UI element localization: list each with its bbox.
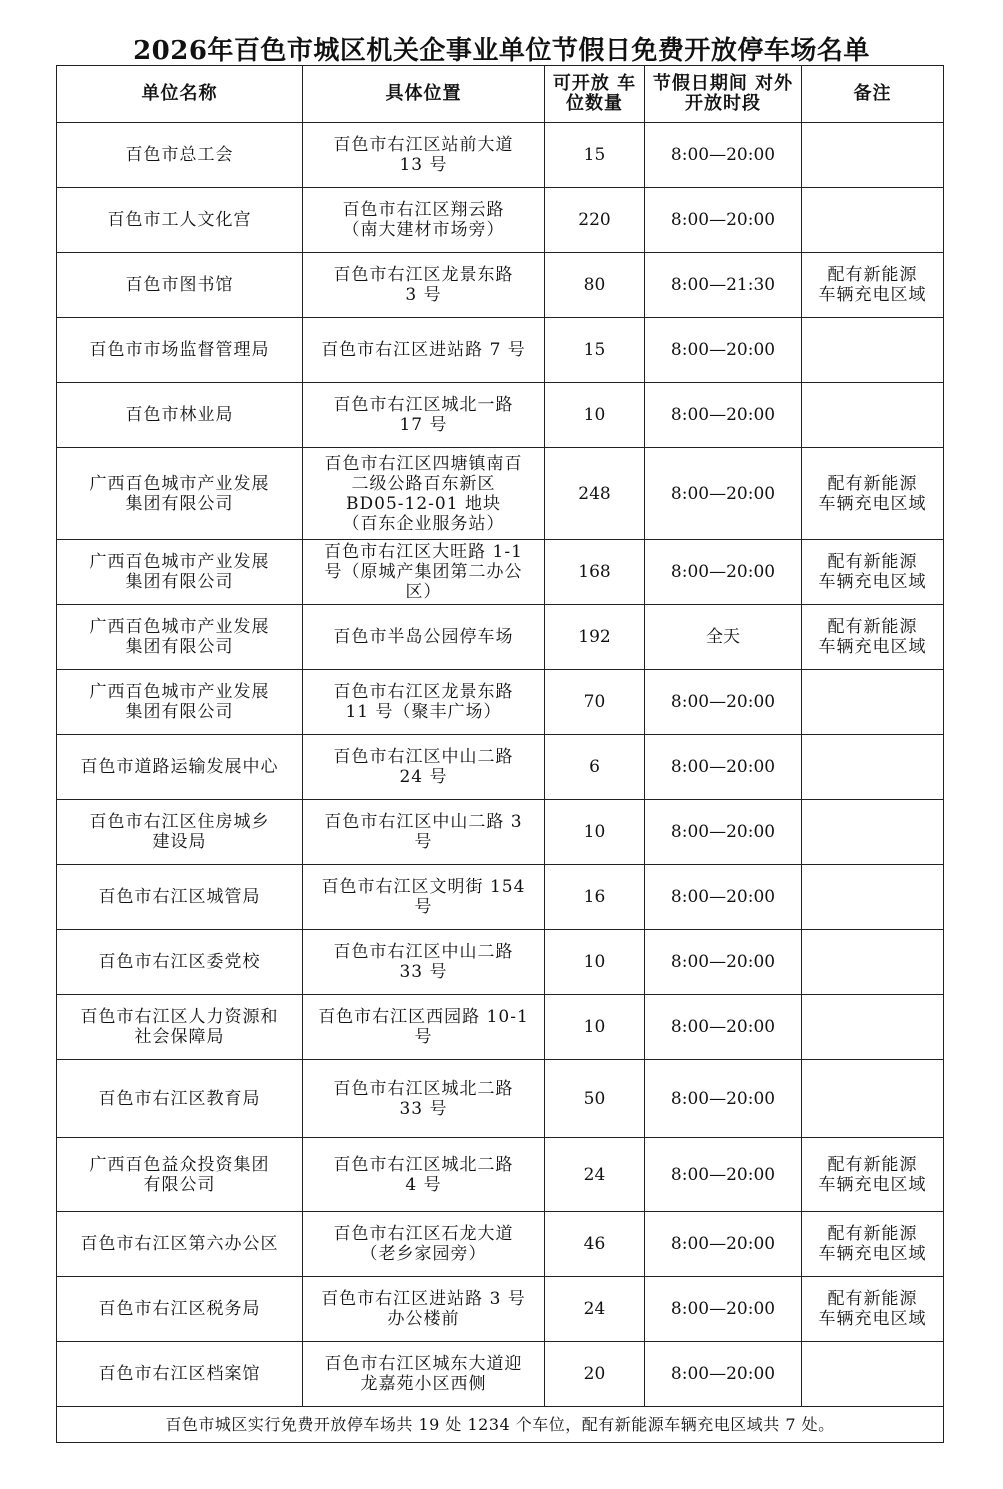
location-cell (303, 735, 545, 800)
table-row (57, 448, 944, 540)
spaces-cell: 80 (545, 253, 645, 318)
table-row (57, 930, 944, 995)
remark-cell-line: 车辆充电区域 (818, 285, 927, 305)
location-cell-line: 33 号 (399, 1098, 448, 1119)
location-cell (303, 605, 545, 670)
remark-cell-line: 配有新能源 (827, 473, 918, 494)
remark-cell-line: 车辆充电区域 (818, 572, 927, 592)
remark-cell (802, 800, 944, 865)
spaces-cell: 10 (545, 995, 645, 1060)
unit-name-cell (57, 188, 303, 253)
location-cell (303, 188, 545, 253)
table-row (57, 383, 944, 448)
remark-cell-line: 配有新能源 (827, 617, 918, 637)
unit-name-cell (57, 1060, 303, 1138)
location-cell-line: 龙嘉苑小区西侧 (360, 1374, 487, 1394)
document-title: 2026年百色市城区机关企事业单位节假日免费开放停车场名单 (133, 36, 870, 66)
location-cell-line: 百色市右江区城东大道迎 (324, 1354, 523, 1374)
spaces-cell: 16 (545, 865, 645, 930)
unit-name-cell (57, 605, 303, 670)
remark-cell-line: 车辆充电区域 (818, 493, 927, 514)
table-row (57, 188, 944, 253)
spaces-cell: 10 (545, 800, 645, 865)
unit-name-cell-line: 百色市总工会 (125, 145, 234, 165)
unit-name-cell-line: 百色市市场监督管理局 (89, 340, 270, 360)
unit-name-cell (57, 995, 303, 1060)
unit-name-cell-line: 百色市右江区住房城乡 (89, 812, 270, 832)
header-hours-line: 节假日期间 (652, 73, 748, 94)
spaces-cell: 248 (545, 448, 645, 540)
summary-note: 百色市城区实行免费开放停车场共 19 处 1234 个车位，配有新能源车辆充电区域共 7 处。 (57, 1407, 944, 1443)
unit-name-cell (57, 383, 303, 448)
remark-cell (802, 995, 944, 1060)
location-cell-line: （南大建材市场旁） (342, 220, 505, 240)
remark-cell-line: 车辆充电区域 (818, 1309, 927, 1329)
remark-cell-line: 车辆充电区域 (818, 1174, 927, 1195)
unit-name-cell-line: 建设局 (152, 832, 207, 852)
location-cell-line: （老乡家园旁） (360, 1244, 487, 1264)
header-location: 具体位置 (303, 66, 545, 123)
location-cell-line: 百色市右江区中山二路 3 (324, 812, 523, 832)
spaces-cell: 15 (545, 123, 645, 188)
unit-name-cell (57, 540, 303, 605)
location-cell (303, 540, 545, 605)
location-cell-line: 百色市右江区站前大道 (333, 135, 514, 155)
table-row (57, 800, 944, 865)
location-cell (303, 670, 545, 735)
hours-cell: 8:00—20:00 (645, 1060, 802, 1138)
remark-cell (802, 670, 944, 735)
header-spaces-line: 可开放 (552, 73, 610, 94)
location-cell-line: 百色市右江区翔云路 (342, 200, 505, 220)
unit-name-cell (57, 123, 303, 188)
location-cell-line: 百色市半岛公园停车场 (333, 627, 514, 647)
hours-cell: 8:00—20:00 (645, 448, 802, 540)
hours-cell: 8:00—21:30 (645, 253, 802, 318)
location-cell-line: 百色市右江区文明街 154 (321, 877, 526, 897)
remark-cell-line: 配有新能源 (827, 1224, 918, 1244)
location-cell-line: 二级公路百东新区 (351, 473, 496, 494)
spaces-cell: 46 (545, 1212, 645, 1277)
unit-name-cell (57, 865, 303, 930)
hours-cell: 8:00—20:00 (645, 800, 802, 865)
spaces-cell: 24 (545, 1138, 645, 1212)
table-row (57, 1138, 944, 1212)
unit-name-cell-line: 集团有限公司 (125, 572, 234, 592)
location-cell (303, 800, 545, 865)
remark-cell (802, 123, 944, 188)
table-row (57, 1342, 944, 1407)
location-cell-line: 号 (414, 832, 433, 852)
remark-cell (802, 188, 944, 253)
spaces-cell: 192 (545, 605, 645, 670)
table-row (57, 1212, 944, 1277)
unit-name-cell (57, 670, 303, 735)
unit-name-cell-line: 百色市林业局 (125, 405, 234, 425)
spaces-cell: 168 (545, 540, 645, 605)
location-cell-line: 百色市右江区龙景东路 (333, 682, 514, 702)
location-cell-line: 百色市右江区城北二路 (333, 1154, 514, 1175)
hours-cell: 8:00—20:00 (645, 1342, 802, 1407)
location-cell-line: 百色市右江区石龙大道 (333, 1224, 514, 1244)
table-row (57, 605, 944, 670)
location-cell-line: 百色市右江区四塘镇南百 (324, 453, 523, 474)
header-hours (645, 66, 802, 123)
unit-name-cell-line: 社会保障局 (134, 1027, 225, 1047)
location-cell-line: 3 号 (405, 285, 442, 305)
spaces-cell: 220 (545, 188, 645, 253)
table-row (57, 123, 944, 188)
unit-name-cell (57, 253, 303, 318)
location-cell (303, 1277, 545, 1342)
hours-cell: 8:00—20:00 (645, 865, 802, 930)
hours-cell: 8:00—20:00 (645, 540, 802, 605)
unit-name-cell-line: 广西百色益众投资集团 (89, 1154, 270, 1175)
unit-name-cell-line: 广西百色城市产业发展 (89, 552, 270, 572)
spaces-cell: 24 (545, 1277, 645, 1342)
remark-cell-line: 配有新能源 (827, 552, 918, 572)
unit-name-cell (57, 930, 303, 995)
unit-name-cell-line: 广西百色城市产业发展 (89, 617, 270, 637)
location-cell-line: BD05-12-01 地块 (346, 493, 501, 514)
remark-cell (802, 1060, 944, 1138)
parking-lot-table (56, 65, 944, 1443)
spaces-cell: 20 (545, 1342, 645, 1407)
header-name: 单位名称 (57, 66, 303, 123)
hours-cell: 8:00—20:00 (645, 383, 802, 448)
location-cell-line: 24 号 (399, 767, 448, 787)
hours-cell: 8:00—20:00 (645, 1212, 802, 1277)
location-cell (303, 383, 545, 448)
unit-name-cell (57, 318, 303, 383)
remark-cell-line: 车辆充电区域 (818, 1244, 927, 1264)
header-spaces-line: 车位数量 (566, 73, 637, 114)
location-cell-line: 13 号 (399, 155, 448, 175)
location-cell-line: 百色市右江区西园路 10-1 (318, 1007, 529, 1027)
hours-cell: 8:00—20:00 (645, 318, 802, 383)
location-cell-line: 百色市右江区城北一路 (333, 395, 514, 415)
remark-cell (802, 735, 944, 800)
location-cell (303, 1138, 545, 1212)
unit-name-cell-line: 有限公司 (143, 1174, 216, 1195)
remark-cell (802, 383, 944, 448)
hours-cell: 8:00—20:00 (645, 1138, 802, 1212)
location-cell-line: 百色市右江区进站路 3 号 (321, 1289, 526, 1309)
location-cell-line: 百色市右江区城北二路 (333, 1078, 514, 1099)
unit-name-cell (57, 448, 303, 540)
location-cell (303, 1342, 545, 1407)
table-row (57, 670, 944, 735)
hours-cell: 8:00—20:00 (645, 123, 802, 188)
location-cell (303, 930, 545, 995)
remark-cell-line: 车辆充电区域 (818, 637, 927, 657)
spaces-cell: 50 (545, 1060, 645, 1138)
unit-name-cell-line: 百色市右江区城管局 (98, 887, 261, 907)
location-cell-line: 号 (414, 1027, 433, 1047)
remark-cell (802, 318, 944, 383)
unit-name-cell-line: 百色市图书馆 (125, 275, 234, 295)
location-cell (303, 1212, 545, 1277)
unit-name-cell-line: 集团有限公司 (125, 493, 234, 514)
location-cell-line: 百色市右江区中山二路 (333, 942, 514, 962)
location-cell (303, 318, 545, 383)
table-row (57, 1060, 944, 1138)
spaces-cell: 6 (545, 735, 645, 800)
remark-cell (802, 1342, 944, 1407)
remark-cell-line: 配有新能源 (827, 265, 918, 285)
unit-name-cell (57, 800, 303, 865)
unit-name-cell-line: 集团有限公司 (125, 637, 234, 657)
unit-name-cell-line: 广西百色城市产业发展 (89, 473, 270, 494)
location-cell-line: 百色市右江区中山二路 (333, 747, 514, 767)
remark-cell (802, 1138, 944, 1212)
location-cell (303, 253, 545, 318)
location-cell-line: 号（原城产集团第二办公 (324, 562, 523, 582)
remark-cell (802, 253, 944, 318)
remark-cell (802, 865, 944, 930)
unit-name-cell (57, 1212, 303, 1277)
location-cell (303, 865, 545, 930)
unit-name-cell-line: 百色市工人文化宫 (107, 210, 252, 230)
table-row (57, 865, 944, 930)
unit-name-cell-line: 百色市右江区委党校 (98, 952, 261, 972)
location-cell (303, 123, 545, 188)
unit-name-cell-line: 百色市右江区档案馆 (98, 1364, 261, 1384)
spaces-cell: 10 (545, 930, 645, 995)
remark-cell (802, 1212, 944, 1277)
unit-name-cell-line: 百色市右江区第六办公区 (80, 1234, 279, 1254)
table-row (57, 540, 944, 605)
location-cell-line: 4 号 (405, 1174, 442, 1195)
hours-cell: 全天 (645, 605, 802, 670)
hours-cell: 8:00—20:00 (645, 930, 802, 995)
hours-cell: 8:00—20:00 (645, 670, 802, 735)
table-row (57, 735, 944, 800)
remark-cell (802, 1277, 944, 1342)
unit-name-cell (57, 1277, 303, 1342)
footer-row (57, 1407, 944, 1443)
spaces-cell: 10 (545, 383, 645, 448)
header-row (57, 66, 944, 123)
hours-cell: 8:00—20:00 (645, 1277, 802, 1342)
location-cell-line: 17 号 (399, 415, 448, 435)
location-cell-line: 33 号 (399, 962, 448, 982)
location-cell-line: 号 (414, 897, 433, 917)
location-cell-line: （百东企业服务站） (342, 513, 505, 534)
table-row (57, 253, 944, 318)
spaces-cell: 70 (545, 670, 645, 735)
spaces-cell: 15 (545, 318, 645, 383)
unit-name-cell-line: 百色市右江区税务局 (98, 1299, 261, 1319)
location-cell-line: 百色市右江区龙景东路 (333, 265, 514, 285)
unit-name-cell (57, 735, 303, 800)
unit-name-cell-line: 广西百色城市产业发展 (89, 682, 270, 702)
remark-cell-line: 配有新能源 (827, 1289, 918, 1309)
unit-name-cell (57, 1138, 303, 1212)
remark-cell (802, 605, 944, 670)
location-cell-line: 区） (405, 582, 442, 602)
location-cell (303, 448, 545, 540)
table-row (57, 1277, 944, 1342)
remark-cell-line: 配有新能源 (827, 1154, 918, 1175)
location-cell (303, 1060, 545, 1138)
hours-cell: 8:00—20:00 (645, 735, 802, 800)
remark-cell (802, 448, 944, 540)
table-row (57, 318, 944, 383)
unit-name-cell-line: 百色市道路运输发展中心 (80, 757, 279, 777)
hours-cell: 8:00—20:00 (645, 188, 802, 253)
unit-name-cell (57, 1342, 303, 1407)
header-remark: 备注 (802, 66, 944, 123)
hours-cell: 8:00—20:00 (645, 995, 802, 1060)
header-spaces (545, 66, 645, 123)
table-row (57, 995, 944, 1060)
location-cell-line: 办公楼前 (387, 1309, 460, 1329)
location-cell (303, 995, 545, 1060)
header-hours-line: 对外开放时段 (685, 73, 794, 114)
unit-name-cell-line: 百色市右江区教育局 (98, 1088, 261, 1109)
location-cell-line: 11 号（聚丰广场） (345, 702, 502, 722)
location-cell-line: 百色市右江区大旺路 1-1 (324, 542, 523, 562)
unit-name-cell-line: 百色市右江区人力资源和 (80, 1007, 279, 1027)
unit-name-cell-line: 集团有限公司 (125, 702, 234, 722)
remark-cell (802, 930, 944, 995)
remark-cell (802, 540, 944, 605)
location-cell-line: 百色市右江区进站路 7 号 (321, 340, 526, 360)
